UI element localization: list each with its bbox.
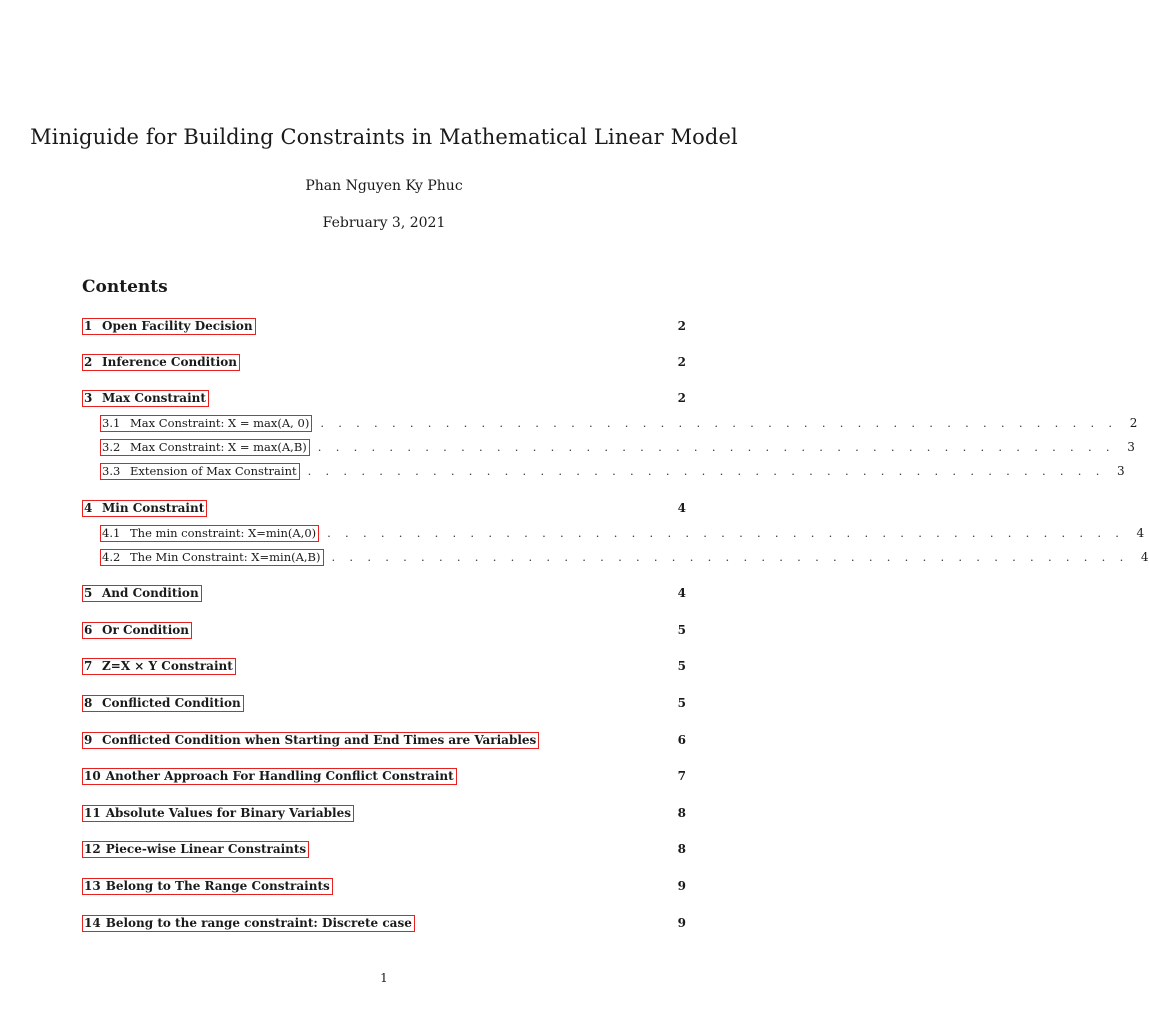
page-number: 3 <box>1117 464 1125 478</box>
toc-entry-11 <box>82 804 686 822</box>
toc-link-14[interactable] <box>82 915 415 932</box>
section-number: 8 <box>84 695 93 710</box>
section-title: Max Constraint: X = max(A,B) <box>130 439 307 454</box>
toc-entry-5 <box>82 584 686 602</box>
toc-link-3-3[interactable] <box>100 463 300 480</box>
toc-link-10[interactable] <box>82 768 457 785</box>
section-number: 4.1 <box>102 525 121 540</box>
toc-entry-4 <box>82 499 686 517</box>
page-number: 4 <box>1140 550 1149 564</box>
toc-link-6[interactable] <box>82 622 192 639</box>
section-title: Another Approach For Handling Conflict Constraint <box>105 768 454 783</box>
page-number: 9 <box>677 916 686 930</box>
toc-link-2[interactable] <box>82 354 240 371</box>
section-number: 5 <box>84 585 93 600</box>
toc-entry-13 <box>82 877 686 895</box>
toc-entry-3 <box>82 389 686 407</box>
toc-entry-9 <box>82 731 686 749</box>
toc-entry-10 <box>82 767 686 785</box>
section-number: 6 <box>84 622 93 637</box>
page-number: 5 <box>677 659 686 673</box>
author: Phan Nguyen Ky Phuc <box>305 178 463 194</box>
section-title: Inference Condition <box>102 354 237 369</box>
toc-link-13[interactable] <box>82 878 333 895</box>
section-title: Piece-wise Linear Constraints <box>105 841 307 856</box>
document-title: Miniguide for Building Constraints in Mathematical Linear Model <box>30 125 738 149</box>
section-title: The Min Constraint: X=min(A,B) <box>130 549 321 564</box>
section-title: Max Constraint <box>102 390 206 405</box>
toc-entry-4-1 <box>100 524 1145 542</box>
page-number: 2 <box>677 319 686 333</box>
section-number: 13 <box>84 878 101 893</box>
section-title: Extension of Max Constraint <box>130 463 297 478</box>
dot-leader: . . . . . . . . . . . . . . . . . . . . . . . . . . . . . . . . . . . . . . . . . . . . . <box>327 526 1125 540</box>
page-number: 3 <box>1127 440 1135 454</box>
page-number: 4 <box>677 501 686 515</box>
toc-link-12[interactable] <box>82 841 309 858</box>
section-title: Open Facility Decision <box>102 318 253 333</box>
toc-entry-3-1 <box>100 414 1138 432</box>
section-number: 3.3 <box>102 463 121 478</box>
toc-link-4-2[interactable] <box>100 549 324 566</box>
section-number: 3.1 <box>102 415 121 430</box>
toc-entry-7 <box>82 657 686 675</box>
section-number: 3.2 <box>102 439 121 454</box>
toc-entry-14 <box>82 914 686 932</box>
toc-link-8[interactable] <box>82 695 244 712</box>
page-number: 4 <box>677 586 686 600</box>
section-number: 3 <box>84 390 93 405</box>
section-title: Min Constraint <box>102 500 205 515</box>
section-title: Max Constraint: X = max(A, 0) <box>130 415 310 430</box>
section-number: 10 <box>84 768 101 783</box>
page-number: 2 <box>1129 416 1138 430</box>
section-number: 4.2 <box>102 549 121 564</box>
toc-entry-1 <box>82 317 686 335</box>
dot-leader: . . . . . . . . . . . . . . . . . . . . . . . . . . . . . . . . . . . . . . . . . . . . . <box>320 416 1118 430</box>
page-number: 7 <box>677 769 686 783</box>
toc-link-9[interactable] <box>82 732 539 749</box>
section-title: Conflicted Condition <box>102 695 241 710</box>
section-number: 1 <box>84 318 93 333</box>
section-title: Conflicted Condition when Starting and End Times are Variables <box>102 732 537 747</box>
section-title: And Condition <box>102 585 199 600</box>
toc-entry-3-2 <box>100 438 1135 456</box>
section-title: The min constraint: X=min(A,0) <box>130 525 317 540</box>
page-number: 9 <box>677 879 686 893</box>
toc-link-1[interactable] <box>82 318 256 335</box>
toc-link-4[interactable] <box>82 500 207 517</box>
page-number: 6 <box>677 733 686 747</box>
page-number: 5 <box>677 623 686 637</box>
dot-leader: . . . . . . . . . . . . . . . . . . . . . . . . . . . . . . . . . . . . . . . . . . . . . <box>307 464 1105 478</box>
section-title: Z=X × Y Constraint <box>102 658 233 673</box>
section-number: 14 <box>84 915 101 930</box>
section-number: 11 <box>84 805 101 820</box>
section-number: 2 <box>84 354 93 369</box>
toc-entry-3-3 <box>100 462 1125 480</box>
toc-link-4-1[interactable] <box>100 525 319 542</box>
section-title: Or Condition <box>102 622 190 637</box>
toc-link-3-2[interactable] <box>100 439 310 456</box>
page-number: 8 <box>677 842 686 856</box>
toc-entry-6 <box>82 621 686 639</box>
page-number: 4 <box>1136 526 1145 540</box>
page-number: 5 <box>677 696 686 710</box>
section-title: Belong to The Range Constraints <box>105 878 330 893</box>
dot-leader: . . . . . . . . . . . . . . . . . . . . . . . . . . . . . . . . . . . . . . . . . . . . . <box>317 440 1115 454</box>
toc-entry-8 <box>82 694 686 712</box>
section-number: 4 <box>84 500 93 515</box>
toc-entry-2 <box>82 353 686 371</box>
section-number: 9 <box>84 732 93 747</box>
toc-link-5[interactable] <box>82 585 202 602</box>
toc-link-11[interactable] <box>82 805 354 822</box>
toc-link-3-1[interactable] <box>100 415 312 432</box>
page-number: 2 <box>677 391 686 405</box>
section-number: 12 <box>84 841 101 856</box>
page-number: 8 <box>677 806 686 820</box>
toc-entry-12 <box>82 840 686 858</box>
contents-heading: Contents <box>82 277 168 297</box>
toc-link-3[interactable] <box>82 390 209 407</box>
dot-leader: . . . . . . . . . . . . . . . . . . . . . . . . . . . . . . . . . . . . . . . . . . . . . <box>331 550 1129 564</box>
page-number: 2 <box>677 355 686 369</box>
toc-entry-4-2 <box>100 548 1149 566</box>
date: February 3, 2021 <box>322 215 446 231</box>
footer-page-number: 1 <box>380 971 388 985</box>
section-number: 7 <box>84 658 93 673</box>
section-title: Absolute Values for Binary Variables <box>105 805 351 820</box>
toc-link-7[interactable] <box>82 658 236 675</box>
section-title: Belong to the range constraint: Discrete case <box>105 915 412 930</box>
